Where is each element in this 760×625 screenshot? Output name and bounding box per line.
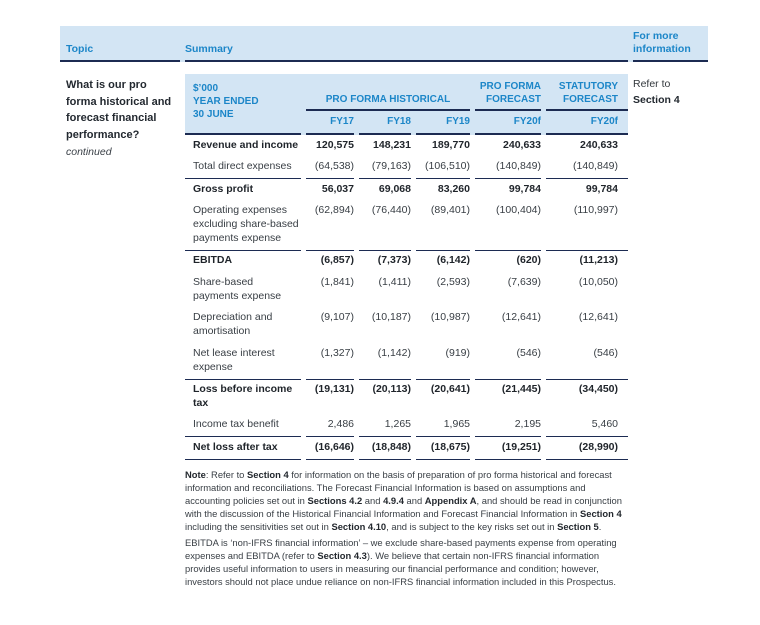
row-label: Revenue and income bbox=[193, 138, 299, 151]
row-value: (89,401) bbox=[430, 204, 470, 217]
table-row bbox=[185, 178, 628, 200]
column-header-fy19: FY19 bbox=[416, 111, 470, 135]
note-paragraph: EBITDA is ‘non-IFRS financial information’ – we exclude share-based payments expense from operating expenses and EBITDA (refer to Section 4.3). We believe that certain non-IFRS financial information provides useful information to users in measuring our financial performance and condition; however, investors should not place undue reliance on non-IFRS financial information included in this Prospectus. bbox=[185, 536, 617, 587]
table-row bbox=[185, 201, 628, 250]
row-value: (140,849) bbox=[496, 160, 541, 173]
row-value: 99,784 bbox=[546, 178, 628, 200]
row-value: (6,142) bbox=[416, 250, 470, 272]
row-value: (18,848) bbox=[359, 436, 411, 459]
row-label: Gross profit bbox=[185, 178, 301, 200]
row-value: (11,213) bbox=[546, 250, 628, 272]
row-value: 5,460 bbox=[591, 418, 618, 431]
row-value: (1,411) bbox=[378, 275, 411, 288]
row-value: (2,593) bbox=[436, 275, 470, 288]
row-label: Net loss after tax bbox=[185, 436, 301, 459]
unit-line: 30 JUNE bbox=[193, 109, 234, 121]
column-header-fy20f-statutory: FY20f bbox=[546, 111, 628, 135]
table-row bbox=[185, 308, 628, 343]
row-label: Depreciation and amortisation bbox=[193, 311, 273, 338]
row-value: 99,784 bbox=[475, 178, 541, 200]
row-value: 189,770 bbox=[432, 138, 470, 151]
summary-column-header: Summary bbox=[185, 26, 628, 62]
row-value: (20,113) bbox=[359, 379, 411, 415]
row-label: Share-based payments expense bbox=[193, 275, 282, 302]
row-value: 83,260 bbox=[416, 178, 470, 200]
table-row bbox=[185, 272, 628, 307]
column-header-band bbox=[60, 26, 708, 62]
more-info-column bbox=[633, 74, 708, 109]
row-value: (12,641) bbox=[578, 311, 618, 324]
unit-line: YEAR ENDED bbox=[193, 96, 259, 108]
row-value: 2,486 bbox=[327, 418, 354, 431]
row-value: (18,675) bbox=[416, 436, 470, 459]
table-note bbox=[185, 469, 628, 589]
row-value: (1,841) bbox=[320, 275, 354, 288]
row-value: (12,641) bbox=[501, 311, 541, 324]
row-value: (76,440) bbox=[371, 204, 411, 217]
row-value: 120,575 bbox=[316, 138, 354, 151]
row-value: 148,231 bbox=[373, 138, 411, 151]
row-label: EBITDA bbox=[185, 250, 301, 272]
column-header-fy20f-proforma: FY20f bbox=[475, 111, 541, 135]
row-value: (100,404) bbox=[496, 204, 541, 217]
row-value: (1,142) bbox=[377, 346, 411, 359]
row-value: (7,373) bbox=[359, 250, 411, 272]
row-value: (546) bbox=[516, 346, 541, 359]
row-label: Total direct expenses bbox=[193, 160, 292, 173]
table-row bbox=[185, 379, 628, 415]
row-value: (64,538) bbox=[314, 160, 354, 173]
table-row bbox=[185, 157, 628, 178]
row-value: (919) bbox=[445, 346, 470, 359]
row-value: (6,857) bbox=[306, 250, 354, 272]
row-value: (79,163) bbox=[371, 160, 411, 173]
row-value: (10,987) bbox=[430, 311, 470, 324]
row-value: (34,450) bbox=[546, 379, 628, 415]
row-value: (9,107) bbox=[320, 311, 354, 324]
row-value: 2,195 bbox=[514, 418, 541, 431]
row-value: 69,068 bbox=[359, 178, 411, 200]
table-body bbox=[185, 135, 628, 460]
table-row bbox=[185, 343, 628, 378]
row-value: (106,510) bbox=[425, 160, 470, 173]
row-value: (140,849) bbox=[573, 160, 618, 173]
topic-column bbox=[60, 74, 180, 158]
row-label: Loss before income tax bbox=[185, 379, 301, 415]
row-value: (62,894) bbox=[314, 204, 354, 217]
row-value: (10,187) bbox=[371, 311, 411, 324]
group-header-pro-forma-historical: PRO FORMA HISTORICAL bbox=[306, 93, 470, 111]
row-label: Net lease interest expense bbox=[193, 346, 275, 373]
table-row bbox=[185, 436, 628, 459]
row-label: Operating expenses excluding share-based payments expense bbox=[193, 204, 299, 244]
row-value: 240,633 bbox=[580, 138, 618, 151]
group-header-pro-forma-forecast: PRO FORMA FORECAST bbox=[475, 80, 541, 111]
row-value: (21,445) bbox=[475, 379, 541, 415]
row-value: 1,265 bbox=[384, 418, 411, 431]
group-header-statutory-forecast: STATUTORY FORECAST bbox=[546, 80, 628, 111]
note-paragraph: Note: Refer to Section 4 for information on the basis of preparation of pro forma historical and forecast information and reconciliations. The Forecast Financial Information is based on assumptions and accounting policies set out in Sections 4.2 and 4.9.4 and Appendix A, and should be read in conjunction with the discussion of the Historical Financial Information and Forecast Financial Information in Section 4 including the sensitivities set out in Section 4.10, and is subject to the key risks set out in Section 5. bbox=[185, 468, 622, 532]
row-label: Income tax benefit bbox=[193, 418, 279, 431]
topic-continued-label: continued bbox=[66, 146, 112, 159]
table-row bbox=[185, 415, 628, 436]
row-value: (16,646) bbox=[306, 436, 354, 459]
topic-question: What is our pro forma historical and forecast financial performance? bbox=[66, 79, 172, 141]
row-value: (546) bbox=[593, 346, 618, 359]
summary-column bbox=[185, 74, 628, 591]
row-value: (620) bbox=[475, 250, 541, 272]
unit-year-header bbox=[185, 80, 301, 135]
content-grid bbox=[60, 74, 708, 591]
refer-to-label: Refer to bbox=[633, 78, 671, 91]
row-value: (7,639) bbox=[507, 275, 541, 288]
financial-table bbox=[185, 74, 628, 460]
row-value: (28,990) bbox=[546, 436, 628, 459]
table-header bbox=[185, 74, 628, 135]
column-header-fy17: FY17 bbox=[306, 111, 354, 135]
table-row bbox=[185, 135, 628, 156]
table-row bbox=[185, 250, 628, 272]
row-value: (1,327) bbox=[320, 346, 354, 359]
row-value: (19,131) bbox=[306, 379, 354, 415]
column-header-fy18: FY18 bbox=[359, 111, 411, 135]
row-value: (110,997) bbox=[573, 204, 618, 217]
row-value: (19,251) bbox=[475, 436, 541, 459]
more-info-column-header: For more information bbox=[633, 26, 708, 62]
row-value: (20,641) bbox=[416, 379, 470, 415]
row-value: 56,037 bbox=[306, 178, 354, 200]
row-value: 1,965 bbox=[443, 418, 470, 431]
topic-column-header: Topic bbox=[60, 26, 180, 62]
unit-line: $’000 bbox=[193, 83, 219, 95]
row-value: 240,633 bbox=[503, 138, 541, 151]
row-value: (10,050) bbox=[578, 275, 618, 288]
section-reference: Section 4 bbox=[633, 93, 680, 106]
